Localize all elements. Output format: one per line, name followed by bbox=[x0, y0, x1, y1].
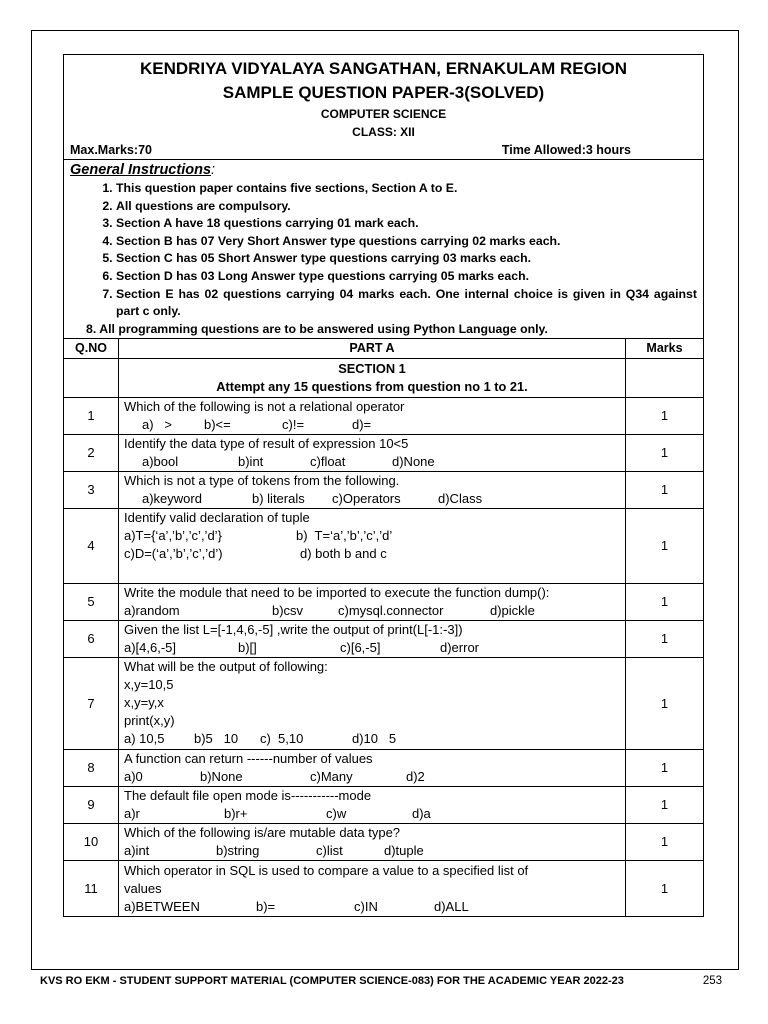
question-row bbox=[64, 823, 703, 860]
question-row bbox=[64, 397, 703, 434]
option: a)keyword bbox=[142, 490, 202, 506]
option: c)list bbox=[316, 842, 343, 858]
time-allowed: Time Allowed:3 hours bbox=[501, 143, 631, 157]
instruction-item: 6. Section D has 03 Long Answer type questions carrying 05 marks each. bbox=[116, 268, 703, 286]
question-row bbox=[64, 508, 703, 583]
option: d)10 5 bbox=[352, 731, 397, 747]
option: b)int bbox=[238, 453, 264, 469]
question-text: The default file open mode is-----------mode bbox=[124, 787, 372, 803]
question-marks: 1 bbox=[626, 786, 704, 823]
question-text: Identify the data type of result of expression 10<5 bbox=[124, 435, 409, 451]
option: a)bool bbox=[142, 453, 179, 469]
options bbox=[124, 602, 620, 620]
instructions-heading: General Instructions: bbox=[70, 162, 216, 178]
footer-text: KVS RO EKM - STUDENT SUPPORT MATERIAL (COMPUTER SCIENCE-083) FOR THE ACADEMIC YEAR 2022-23 bbox=[40, 975, 624, 987]
option: a)r bbox=[124, 805, 140, 821]
instruction-item: 3. Section A have 18 questions carrying 01 mark each. bbox=[116, 215, 703, 233]
option: c)D=(‘a’,’b’,’c’,’d’) bbox=[124, 545, 223, 561]
question-row bbox=[64, 860, 703, 916]
options bbox=[124, 527, 620, 545]
option: d)tuple bbox=[384, 842, 424, 858]
options bbox=[124, 416, 620, 434]
question-marks: 1 bbox=[626, 583, 704, 620]
options bbox=[124, 545, 620, 563]
options bbox=[124, 768, 620, 786]
question-marks: 1 bbox=[626, 471, 704, 508]
section-row bbox=[64, 358, 703, 397]
option: d)= bbox=[352, 416, 372, 432]
option: c)IN bbox=[354, 898, 378, 914]
question-number: 2 bbox=[64, 434, 119, 471]
option: b) T=‘a’,’b’,’c’,’d’ bbox=[296, 527, 393, 543]
question-row bbox=[64, 749, 703, 786]
option: a)[4,6,-5] bbox=[124, 639, 177, 655]
option: c)mysql.connector bbox=[338, 602, 444, 618]
question-text: Given the list L=[-1,4,6,-5] ,write the output of print(L[-1:-3]) bbox=[124, 621, 463, 637]
question-paper bbox=[63, 54, 704, 917]
options bbox=[124, 842, 620, 860]
question-number: 7 bbox=[64, 657, 119, 749]
question-row bbox=[64, 786, 703, 823]
option: c)!= bbox=[282, 416, 305, 432]
question-number: 4 bbox=[64, 508, 119, 583]
option: b)<= bbox=[204, 416, 231, 432]
code-line: x,y=10,5 bbox=[124, 677, 174, 693]
page-number: 253 bbox=[702, 975, 722, 987]
question-text: What will be the output of following: bbox=[124, 659, 328, 675]
instruction-item: 5. Section C has 05 Short Answer type questions carrying 03 marks each. bbox=[116, 250, 703, 268]
option: d)pickle bbox=[490, 602, 535, 618]
question-row bbox=[64, 583, 703, 620]
question-text: Write the module that need to be imported to execute the function dump(): bbox=[124, 584, 550, 600]
options bbox=[124, 805, 620, 823]
option: d)a bbox=[412, 805, 431, 821]
question-number: 8 bbox=[64, 749, 119, 786]
code-line: x,y=y,x bbox=[124, 695, 164, 711]
option: a)random bbox=[124, 602, 180, 618]
marks-time-row bbox=[64, 141, 703, 160]
question-number: 11 bbox=[64, 860, 119, 916]
table-header-row bbox=[64, 338, 703, 358]
question-text: Identify valid declaration of tuple bbox=[124, 509, 310, 525]
option: b)r+ bbox=[224, 805, 248, 821]
question-marks: 1 bbox=[626, 434, 704, 471]
question-row bbox=[64, 471, 703, 508]
option: d)Class bbox=[438, 490, 483, 506]
option: d) both b and c bbox=[300, 545, 387, 561]
options bbox=[124, 639, 620, 657]
instructions-list bbox=[64, 180, 703, 321]
col-part: PART A bbox=[119, 338, 626, 358]
option: b)5 10 bbox=[194, 731, 239, 747]
option: c)w bbox=[326, 805, 347, 821]
option: c)[6,-5] bbox=[340, 639, 381, 655]
question-number: 10 bbox=[64, 823, 119, 860]
option: c)float bbox=[310, 453, 346, 469]
question-marks: 1 bbox=[626, 508, 704, 583]
section-instruction: Attempt any 15 questions from question no 1 to 21. bbox=[216, 378, 528, 394]
option: a) > bbox=[142, 416, 172, 432]
org-title: KENDRIYA VIDYALAYA SANGATHAN, ERNAKULAM REGION bbox=[139, 59, 628, 78]
question-marks: 1 bbox=[626, 823, 704, 860]
instruction-item: 7. Section E has 02 questions carrying 04 marks each. One internal choice is given in Q34 against part c only. bbox=[116, 286, 703, 321]
option: b) literals bbox=[252, 490, 305, 506]
option: a)0 bbox=[124, 768, 143, 784]
code-line: print(x,y) bbox=[124, 713, 175, 729]
question-text: A function can return ------number of values bbox=[124, 750, 373, 766]
instruction-item: 4. Section B has 07 Very Short Answer type questions carrying 02 marks each. bbox=[116, 233, 703, 251]
question-text: Which operator in SQL is used to compare a value to a specified list of bbox=[124, 862, 529, 878]
question-text: Which of the following is/are mutable data type? bbox=[124, 824, 401, 840]
question-row bbox=[64, 434, 703, 471]
class-label: CLASS: XII bbox=[352, 125, 415, 139]
paper-title: SAMPLE QUESTION PAPER-3(SOLVED) bbox=[222, 83, 545, 102]
question-text: Which is not a type of tokens from the following. bbox=[124, 472, 400, 488]
questions-table bbox=[64, 338, 703, 917]
options bbox=[124, 730, 620, 748]
option: d)ALL bbox=[434, 898, 469, 914]
instruction-item-8: 8. All programming questions are to be answered using Python Language only. bbox=[86, 321, 548, 336]
question-number: 1 bbox=[64, 397, 119, 434]
question-row bbox=[64, 620, 703, 657]
option: a)T={‘a’,’b’,’c’,’d’} bbox=[124, 527, 222, 543]
option: b)None bbox=[200, 768, 243, 784]
col-marks: Marks bbox=[626, 338, 704, 358]
options bbox=[124, 898, 620, 916]
question-number: 6 bbox=[64, 620, 119, 657]
option: d)None bbox=[392, 453, 435, 469]
question-marks: 1 bbox=[626, 620, 704, 657]
section-title: SECTION 1 bbox=[338, 360, 406, 376]
col-qno: Q.NO bbox=[64, 338, 119, 358]
question-text: Which of the following is not a relational operator bbox=[124, 398, 405, 414]
instruction-item: 1. This question paper contains five sections, Section A to E. bbox=[116, 180, 703, 198]
option: a)BETWEEN bbox=[124, 898, 200, 914]
option: b)string bbox=[216, 842, 260, 858]
instruction-item: 2. All questions are compulsory. bbox=[116, 198, 703, 216]
option: a)int bbox=[124, 842, 150, 858]
question-number: 3 bbox=[64, 471, 119, 508]
question-row bbox=[64, 657, 703, 749]
option: d)2 bbox=[406, 768, 425, 784]
question-marks: 1 bbox=[626, 860, 704, 916]
page-footer bbox=[40, 973, 730, 989]
question-number: 5 bbox=[64, 583, 119, 620]
option: c)Many bbox=[310, 768, 353, 784]
question-marks: 1 bbox=[626, 657, 704, 749]
option: d)error bbox=[440, 639, 480, 655]
options bbox=[124, 453, 620, 471]
max-marks: Max.Marks:70 bbox=[70, 143, 152, 157]
option: b)= bbox=[256, 898, 276, 914]
question-marks: 1 bbox=[626, 397, 704, 434]
option: b)[] bbox=[238, 639, 257, 655]
subject: COMPUTER SCIENCE bbox=[320, 107, 447, 121]
option: a) 10,5 bbox=[124, 731, 165, 747]
options bbox=[124, 490, 620, 508]
question-marks: 1 bbox=[626, 749, 704, 786]
option: b)csv bbox=[272, 602, 304, 618]
option: c) 5,10 bbox=[260, 731, 304, 747]
question-number: 9 bbox=[64, 786, 119, 823]
question-text-cont: values bbox=[124, 880, 162, 896]
option: c)Operators bbox=[332, 490, 401, 506]
